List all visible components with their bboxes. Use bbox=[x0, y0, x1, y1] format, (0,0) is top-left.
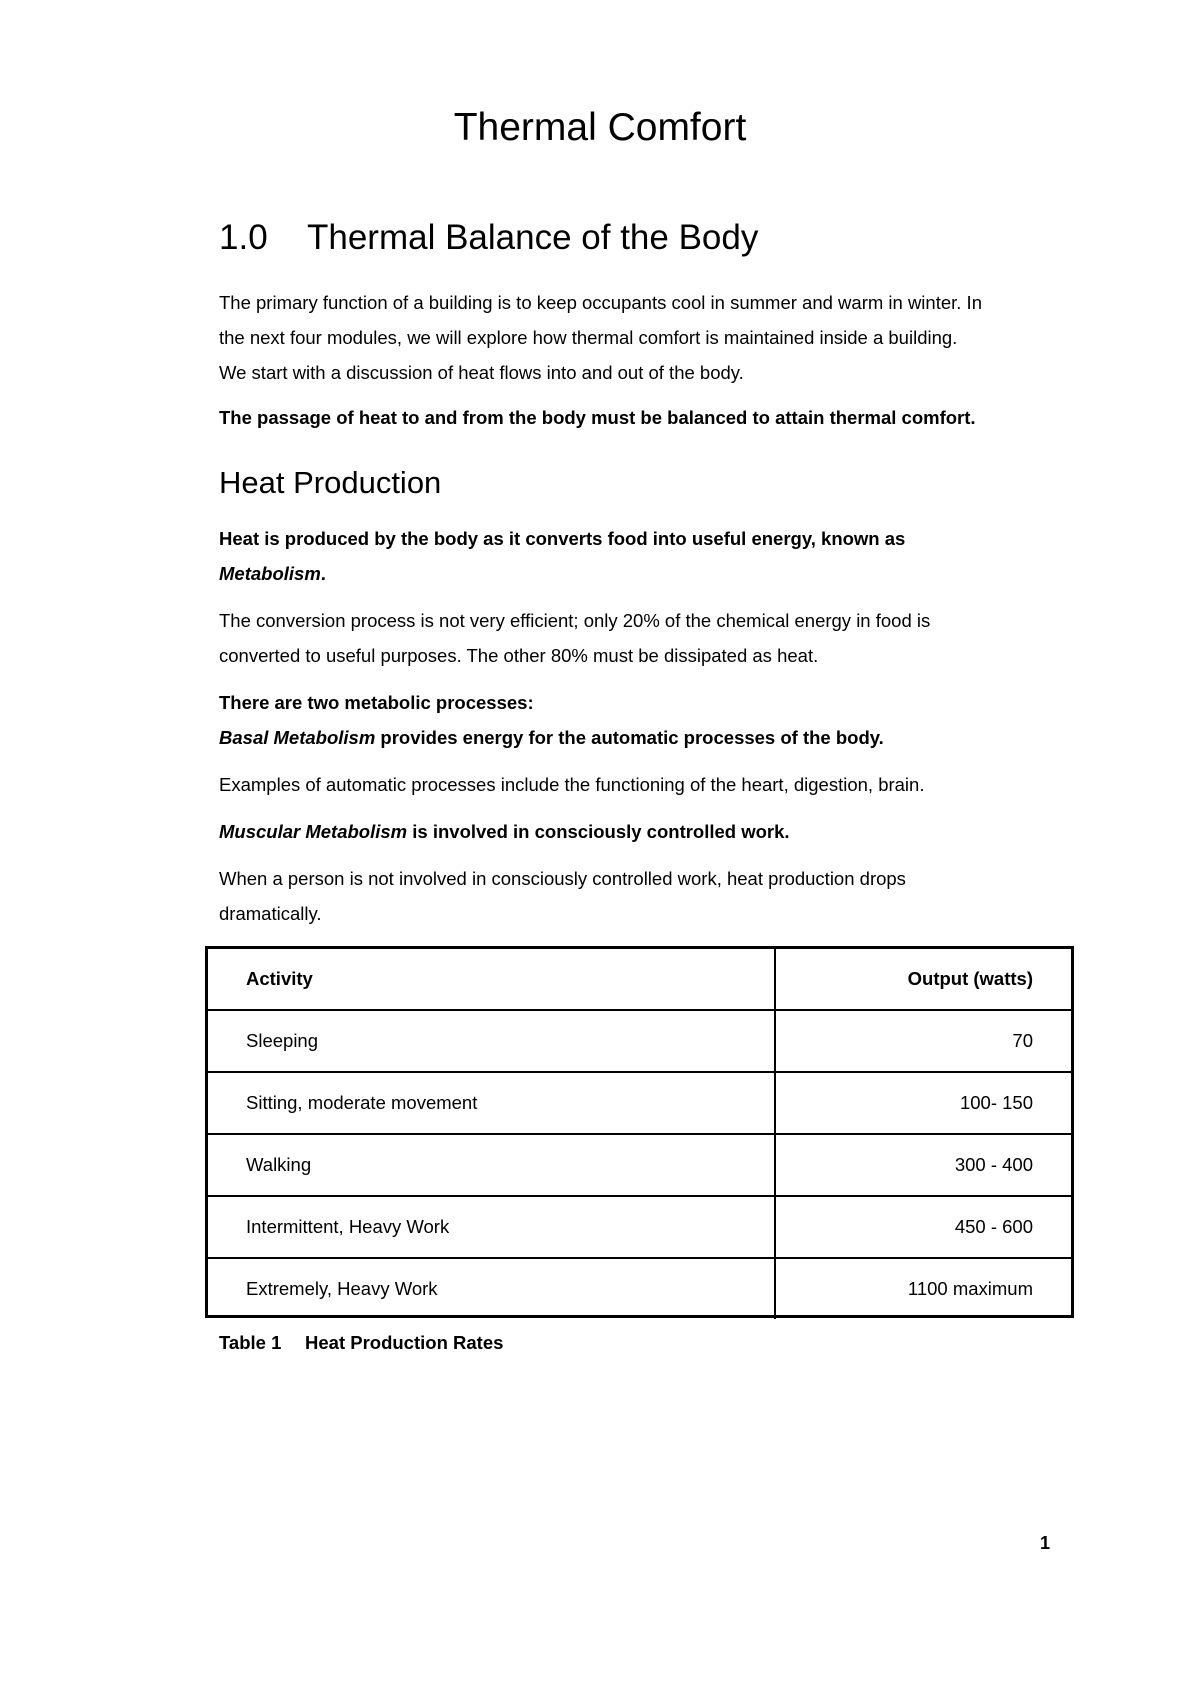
output-cell: 1100 maximum bbox=[775, 1258, 1071, 1319]
metabolism-term: Metabolism bbox=[219, 563, 321, 584]
output-cell: 70 bbox=[775, 1010, 1071, 1072]
heat-production-table bbox=[205, 946, 1074, 1318]
processes-block bbox=[219, 685, 1079, 755]
table-row bbox=[208, 1134, 1071, 1196]
intro-line-2: the next four modules, we will explore how thermal comfort is maintained inside a building. bbox=[219, 327, 958, 348]
activity-cell: Sleeping bbox=[208, 1010, 775, 1072]
key-statement: The passage of heat to and from the body must be balanced to attain thermal comfort. bbox=[219, 407, 976, 428]
basal-text: provides energy for the automatic processes of the body. bbox=[380, 727, 884, 748]
activity-cell: Sitting, moderate movement bbox=[208, 1072, 775, 1134]
section-title: Thermal Balance of the Body bbox=[307, 218, 759, 257]
muscular-statement bbox=[219, 814, 1079, 849]
table-caption-label: Table 1 bbox=[219, 1332, 282, 1353]
processes-heading: There are two metabolic processes: bbox=[219, 692, 534, 713]
drop-line-1: When a person is not involved in consciously controlled work, heat production drops bbox=[219, 868, 906, 889]
intro-line-3: We start with a discussion of heat flows into and out of the body. bbox=[219, 362, 744, 383]
conversion-line-2: converted to useful purposes. The other 80% must be dissipated as heat. bbox=[219, 645, 819, 666]
conversion-line-1: The conversion process is not very efficient; only 20% of the chemical energy in food is bbox=[219, 610, 931, 631]
conversion-paragraph bbox=[219, 603, 1079, 673]
output-cell: 450 - 600 bbox=[775, 1196, 1071, 1258]
output-cell: 100- 150 bbox=[775, 1072, 1071, 1134]
activity-cell: Intermittent, Heavy Work bbox=[208, 1196, 775, 1258]
intro-line-1: The primary function of a building is to keep occupants cool in summer and warm in winter. In bbox=[219, 292, 982, 313]
activity-cell: Extremely, Heavy Work bbox=[208, 1258, 775, 1319]
heat-definition-end: . bbox=[320, 563, 326, 584]
intro-paragraph bbox=[219, 285, 1079, 390]
muscular-term: Muscular Metabolism bbox=[219, 821, 408, 842]
table-row bbox=[208, 1010, 1071, 1072]
table-caption bbox=[219, 1328, 503, 1358]
header-output: Output (watts) bbox=[775, 949, 1071, 1010]
table-row bbox=[208, 1196, 1071, 1258]
table-row bbox=[208, 1258, 1071, 1319]
page-number: 1 bbox=[1040, 1533, 1051, 1553]
muscular-text: is involved in consciously controlled work. bbox=[412, 821, 790, 842]
subsection-heading: Heat Production bbox=[219, 465, 442, 500]
output-cell: 300 - 400 bbox=[775, 1134, 1071, 1196]
table-caption-text: Heat Production Rates bbox=[305, 1332, 504, 1353]
heat-definition bbox=[219, 521, 1079, 591]
document-title: Thermal Comfort bbox=[453, 106, 747, 149]
header-activity: Activity bbox=[208, 949, 775, 1010]
basal-term: Basal Metabolism bbox=[219, 727, 376, 748]
section-heading bbox=[219, 216, 758, 260]
rates-table bbox=[208, 949, 1071, 1319]
heat-definition-text: Heat is produced by the body as it converts food into useful energy, known as bbox=[219, 528, 906, 549]
activity-cell: Walking bbox=[208, 1134, 775, 1196]
drop-paragraph bbox=[219, 861, 1079, 931]
table-row bbox=[208, 1072, 1071, 1134]
section-number: 1.0 bbox=[219, 218, 268, 257]
drop-line-2: dramatically. bbox=[219, 903, 322, 924]
table-header-row bbox=[208, 949, 1071, 1010]
examples-paragraph: Examples of automatic processes include the functioning of the heart, digestion, brain. bbox=[219, 774, 925, 795]
